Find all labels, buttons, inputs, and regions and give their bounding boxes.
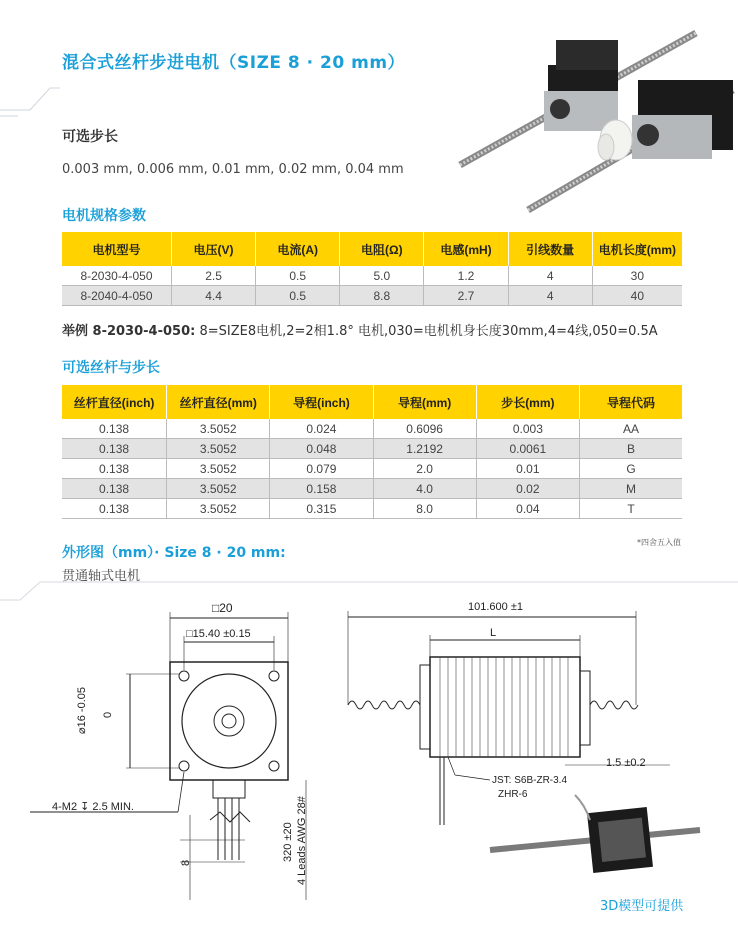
table-cell: 0.04 — [476, 499, 579, 519]
table-cell: 3.5052 — [167, 459, 270, 479]
table-cell: 8-2030-4-050 — [62, 266, 171, 286]
table-row — [62, 439, 682, 459]
screw-col-header: 丝杆直径(mm) — [167, 385, 270, 419]
dim-pilot: □15.40 ±0.15 — [186, 628, 251, 640]
table-row — [62, 266, 682, 286]
spec-col-header: 电机型号 — [62, 232, 171, 266]
spec-col-header: 电压(V) — [171, 232, 255, 266]
table-cell: 0.315 — [270, 499, 373, 519]
table-cell: 8.0 — [373, 499, 476, 519]
3d-model-image — [480, 790, 710, 890]
table-cell: 0.6096 — [373, 419, 476, 439]
page-title: 混合式丝杆步进电机（SIZE 8 · 20 mm） — [62, 53, 406, 73]
depth-icon: ↧ — [80, 801, 90, 813]
table-cell: 3.5052 — [167, 419, 270, 439]
table-cell: 0.02 — [476, 479, 579, 499]
table-cell: 0.003 — [476, 419, 579, 439]
step-heading: 可选步长 — [62, 129, 118, 145]
spec-col-header: 电流(A) — [256, 232, 340, 266]
table-cell: 0.048 — [270, 439, 373, 459]
table-cell: G — [579, 459, 682, 479]
table-cell: B — [579, 439, 682, 459]
front-view-drawing — [30, 600, 360, 920]
spec-col-header: 引线数量 — [508, 232, 592, 266]
spec-col-header: 电机长度(mm) — [592, 232, 682, 266]
dim-zhr: ZHR-6 — [498, 789, 528, 800]
step-values: 0.003 mm, 0.006 mm, 0.01 mm, 0.02 mm, 0.04 mm — [62, 162, 404, 177]
screw-table-header — [62, 385, 682, 419]
table-cell: 30 — [592, 266, 682, 286]
dim-square: □20 — [212, 601, 233, 615]
screw-table — [62, 385, 682, 519]
dim-boss-zero: 0 — [102, 711, 114, 718]
table-cell: 2.0 — [373, 459, 476, 479]
table-cell: 8-2040-4-050 — [62, 286, 171, 306]
table-cell: 0.138 — [62, 459, 167, 479]
dim-holes — [52, 800, 134, 813]
dim-jst: JST: S6B-ZR-3.4 — [492, 775, 568, 786]
table-cell: 40 — [592, 286, 682, 306]
table-cell: 3.5052 — [167, 439, 270, 459]
table-cell: 8.8 — [340, 286, 424, 306]
screw-col-header: 丝杆直径(inch) — [62, 385, 167, 419]
table-cell: 2.7 — [424, 286, 508, 306]
dim-body-length: L — [490, 627, 497, 639]
table-cell: 0.138 — [62, 439, 167, 459]
dim-eight: 8 — [180, 859, 192, 866]
dim-hole-depth: 2.5 MIN. — [92, 801, 134, 813]
table-cell: T — [579, 499, 682, 519]
dim-shaft-offset: 1.5 ±0.2 — [606, 757, 646, 769]
screw-heading: 可选丝杆与步长 — [62, 360, 160, 376]
dim-lead-length: 320 ±20 — [282, 822, 294, 862]
table-cell: 0.024 — [270, 419, 373, 439]
drawing-subheading: 贯通轴式电机 — [62, 569, 141, 584]
screw-col-header: 导程(inch) — [270, 385, 373, 419]
drawing-heading: 外形图（mm）· Size 8 · 20 mm: — [62, 545, 286, 561]
table-cell: 0.158 — [270, 479, 373, 499]
spec-heading: 电机规格参数 — [62, 208, 146, 224]
table-cell: 0.138 — [62, 419, 167, 439]
table-cell: 4 — [508, 286, 592, 306]
table-cell: 2.5 — [171, 266, 255, 286]
table-cell: 0.5 — [256, 286, 340, 306]
spec-table-header — [62, 232, 682, 266]
table-cell: 1.2 — [424, 266, 508, 286]
example-text: 8=SIZE8电机,2=2相1.8° 电机,030=电机机身长度30mm,4=4线,050=0.5A — [195, 324, 658, 339]
spec-table — [62, 232, 682, 306]
screw-col-header: 导程代码 — [579, 385, 682, 419]
spec-col-header: 电感(mH) — [424, 232, 508, 266]
table-row — [62, 286, 682, 306]
3d-model-note: 3D模型可提供 — [600, 899, 684, 914]
table-cell: 4.0 — [373, 479, 476, 499]
table-cell: M — [579, 479, 682, 499]
table-cell: 0.138 — [62, 479, 167, 499]
product-image — [448, 5, 738, 235]
dim-total-length: 101.600 ±1 — [468, 601, 523, 613]
model-example — [62, 320, 658, 339]
table-row — [62, 419, 682, 439]
table-cell: 3.5052 — [167, 479, 270, 499]
table-cell: 1.2192 — [373, 439, 476, 459]
rounding-note: *四舍五入值 — [637, 538, 681, 547]
table-cell: 4.4 — [171, 286, 255, 306]
table-cell: 0.01 — [476, 459, 579, 479]
table-cell: 5.0 — [340, 266, 424, 286]
example-label: 举例 8-2030-4-050: — [62, 324, 196, 339]
table-cell: 3.5052 — [167, 499, 270, 519]
table-row — [62, 499, 682, 519]
table-cell: 0.0061 — [476, 439, 579, 459]
table-cell: 0.079 — [270, 459, 373, 479]
table-row — [62, 459, 682, 479]
table-cell: AA — [579, 419, 682, 439]
dim-leads: 4 Leads AWG 28# — [296, 796, 308, 885]
dim-boss: ⌀16 -0.05 — [76, 687, 88, 734]
screw-col-header: 导程(mm) — [373, 385, 476, 419]
screw-col-header: 步长(mm) — [476, 385, 579, 419]
table-row — [62, 479, 682, 499]
spec-col-header: 电阻(Ω) — [340, 232, 424, 266]
table-cell: 0.138 — [62, 499, 167, 519]
table-cell: 0.5 — [256, 266, 340, 286]
table-cell: 4 — [508, 266, 592, 286]
dim-holes-label: 4-M2 — [52, 801, 78, 813]
